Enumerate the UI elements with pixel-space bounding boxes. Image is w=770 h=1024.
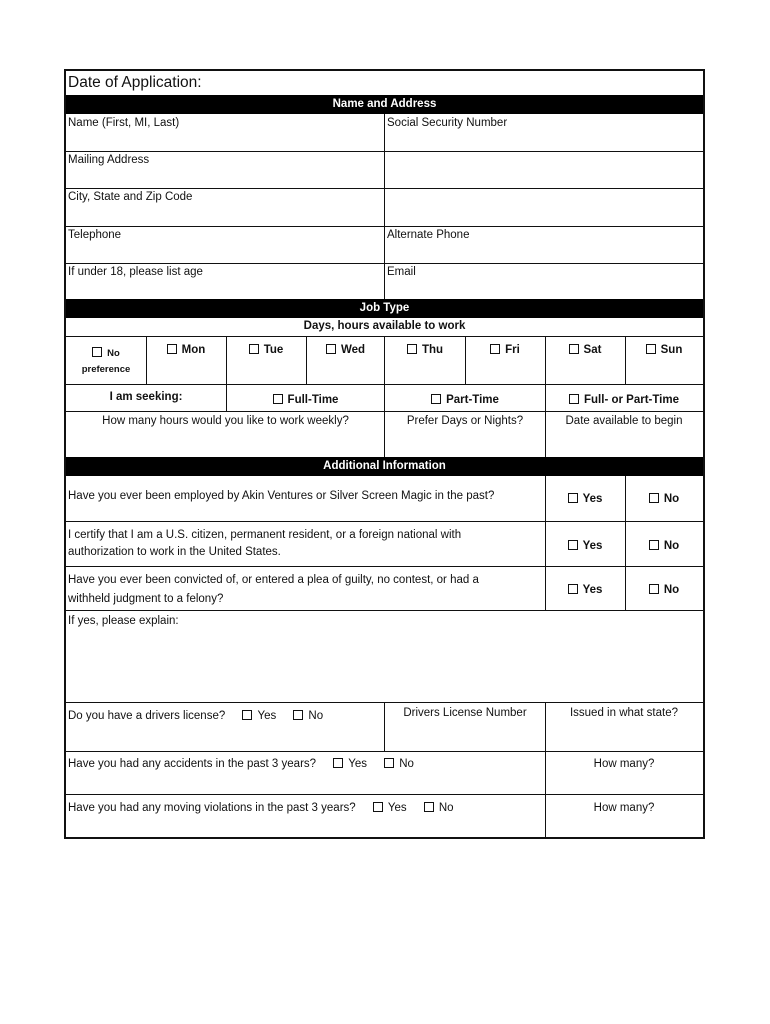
certify-yes[interactable]: Yes (545, 521, 625, 566)
checkbox-icon (646, 344, 656, 354)
license-no[interactable]: No (293, 710, 323, 722)
checkbox-icon (431, 394, 441, 404)
day-sun[interactable]: Sun (625, 336, 703, 384)
explain-row (66, 610, 703, 702)
seeking-label: I am seeking: (109, 391, 183, 403)
day-thu[interactable]: Thu (385, 336, 465, 384)
under-18-age-field[interactable]: If under 18, please list age (68, 266, 203, 278)
drivers-license-number-field[interactable]: Drivers License Number (403, 707, 527, 719)
checkbox-icon (249, 344, 259, 354)
name-field[interactable]: Name (First, MI, Last) (68, 117, 180, 129)
employed-no[interactable]: No (625, 476, 703, 521)
certify-no[interactable]: No (625, 521, 703, 566)
checkbox-icon (568, 584, 578, 594)
certify-row (66, 521, 703, 566)
day-wed[interactable]: Wed (306, 336, 385, 384)
day-sat[interactable]: Sat (545, 336, 625, 384)
license-yes[interactable]: Yes (242, 710, 276, 722)
accidents-how-many-field[interactable]: How many? (593, 758, 655, 770)
issued-state-field[interactable]: Issued in what state? (569, 707, 679, 719)
seeking-full-time[interactable]: Full-Time (226, 384, 385, 411)
name-address-header: Name and Address (66, 95, 703, 114)
days-hours-header: Days, hours available to work (303, 320, 466, 332)
checkbox-icon (568, 540, 578, 550)
employed-before-row (66, 476, 703, 521)
job-type-header: Job Type (66, 299, 703, 318)
checkbox-icon (242, 710, 252, 720)
ssn-field[interactable]: Social Security Number (387, 117, 508, 129)
seeking-full-or-part-time[interactable]: Full- or Part-Time (545, 384, 703, 411)
employed-before-question: Have you ever been employed by Akin Ventures or Silver Screen Magic in the past? (68, 490, 495, 502)
accidents-no[interactable]: No (384, 758, 414, 770)
date-of-application-label: Date of Application: (68, 74, 202, 91)
convicted-question: Have you ever been convicted of, or entered a plea of guilty, no contest, or had a withheld judgment to a felony? (68, 574, 479, 605)
application-form (64, 69, 705, 839)
violations-yes[interactable]: Yes (373, 802, 407, 814)
convicted-no[interactable]: No (625, 566, 703, 610)
city-state-zip-field[interactable]: City, State and Zip Code (68, 191, 193, 203)
convicted-yes[interactable]: Yes (545, 566, 625, 610)
checkbox-icon (649, 584, 659, 594)
checkbox-icon (167, 344, 177, 354)
alternate-phone-field[interactable]: Alternate Phone (387, 229, 470, 241)
violations-no[interactable]: No (424, 802, 454, 814)
convicted-row (66, 566, 703, 610)
checkbox-icon (293, 710, 303, 720)
seeking-part-time[interactable]: Part-Time (385, 384, 545, 411)
violations-question: Have you had any moving violations in the past 3 years? Yes No (68, 802, 454, 814)
day-tue[interactable]: Tue (226, 336, 306, 384)
date-available-field[interactable]: Date available to begin (565, 415, 683, 427)
checkbox-icon (333, 758, 343, 768)
checkbox-icon (407, 344, 417, 354)
checkbox-icon (569, 394, 579, 404)
hours-weekly-field[interactable]: How many hours would you like to work weekly? (102, 415, 349, 427)
violations-how-many-field[interactable]: How many? (593, 802, 655, 814)
prefer-days-nights-field[interactable]: Prefer Days or Nights? (406, 415, 524, 427)
certify-question: I certify that I am a U.S. citizen, permanent resident, or a foreign national with authorization to work in the United States. (68, 529, 462, 558)
checkbox-icon (568, 493, 578, 503)
explain-field[interactable]: If yes, please explain: (68, 615, 179, 627)
employed-yes[interactable]: Yes (545, 476, 625, 521)
date-row[interactable] (66, 71, 703, 95)
day-mon[interactable]: Mon (146, 336, 226, 384)
checkbox-icon (326, 344, 336, 354)
checkbox-icon (273, 394, 283, 404)
drivers-license-question: Do you have a drivers license? Yes No (68, 710, 324, 722)
day-fri[interactable]: Fri (465, 336, 545, 384)
violations-row (66, 794, 703, 837)
checkbox-icon (92, 347, 102, 357)
accidents-row (66, 751, 703, 794)
accidents-question: Have you had any accidents in the past 3 years? Yes No (68, 758, 414, 770)
checkbox-icon (569, 344, 579, 354)
additional-info-header: Additional Information (66, 457, 703, 476)
checkbox-icon (373, 802, 383, 812)
checkbox-icon (384, 758, 394, 768)
mailing-address-field[interactable]: Mailing Address (68, 154, 150, 166)
checkbox-icon (649, 493, 659, 503)
day-no-preference[interactable]: No preference (81, 348, 131, 375)
checkbox-icon (490, 344, 500, 354)
email-field[interactable]: Email (387, 266, 416, 278)
telephone-field[interactable]: Telephone (68, 229, 122, 241)
checkbox-icon (424, 802, 434, 812)
accidents-yes[interactable]: Yes (333, 758, 367, 770)
checkbox-icon (649, 540, 659, 550)
